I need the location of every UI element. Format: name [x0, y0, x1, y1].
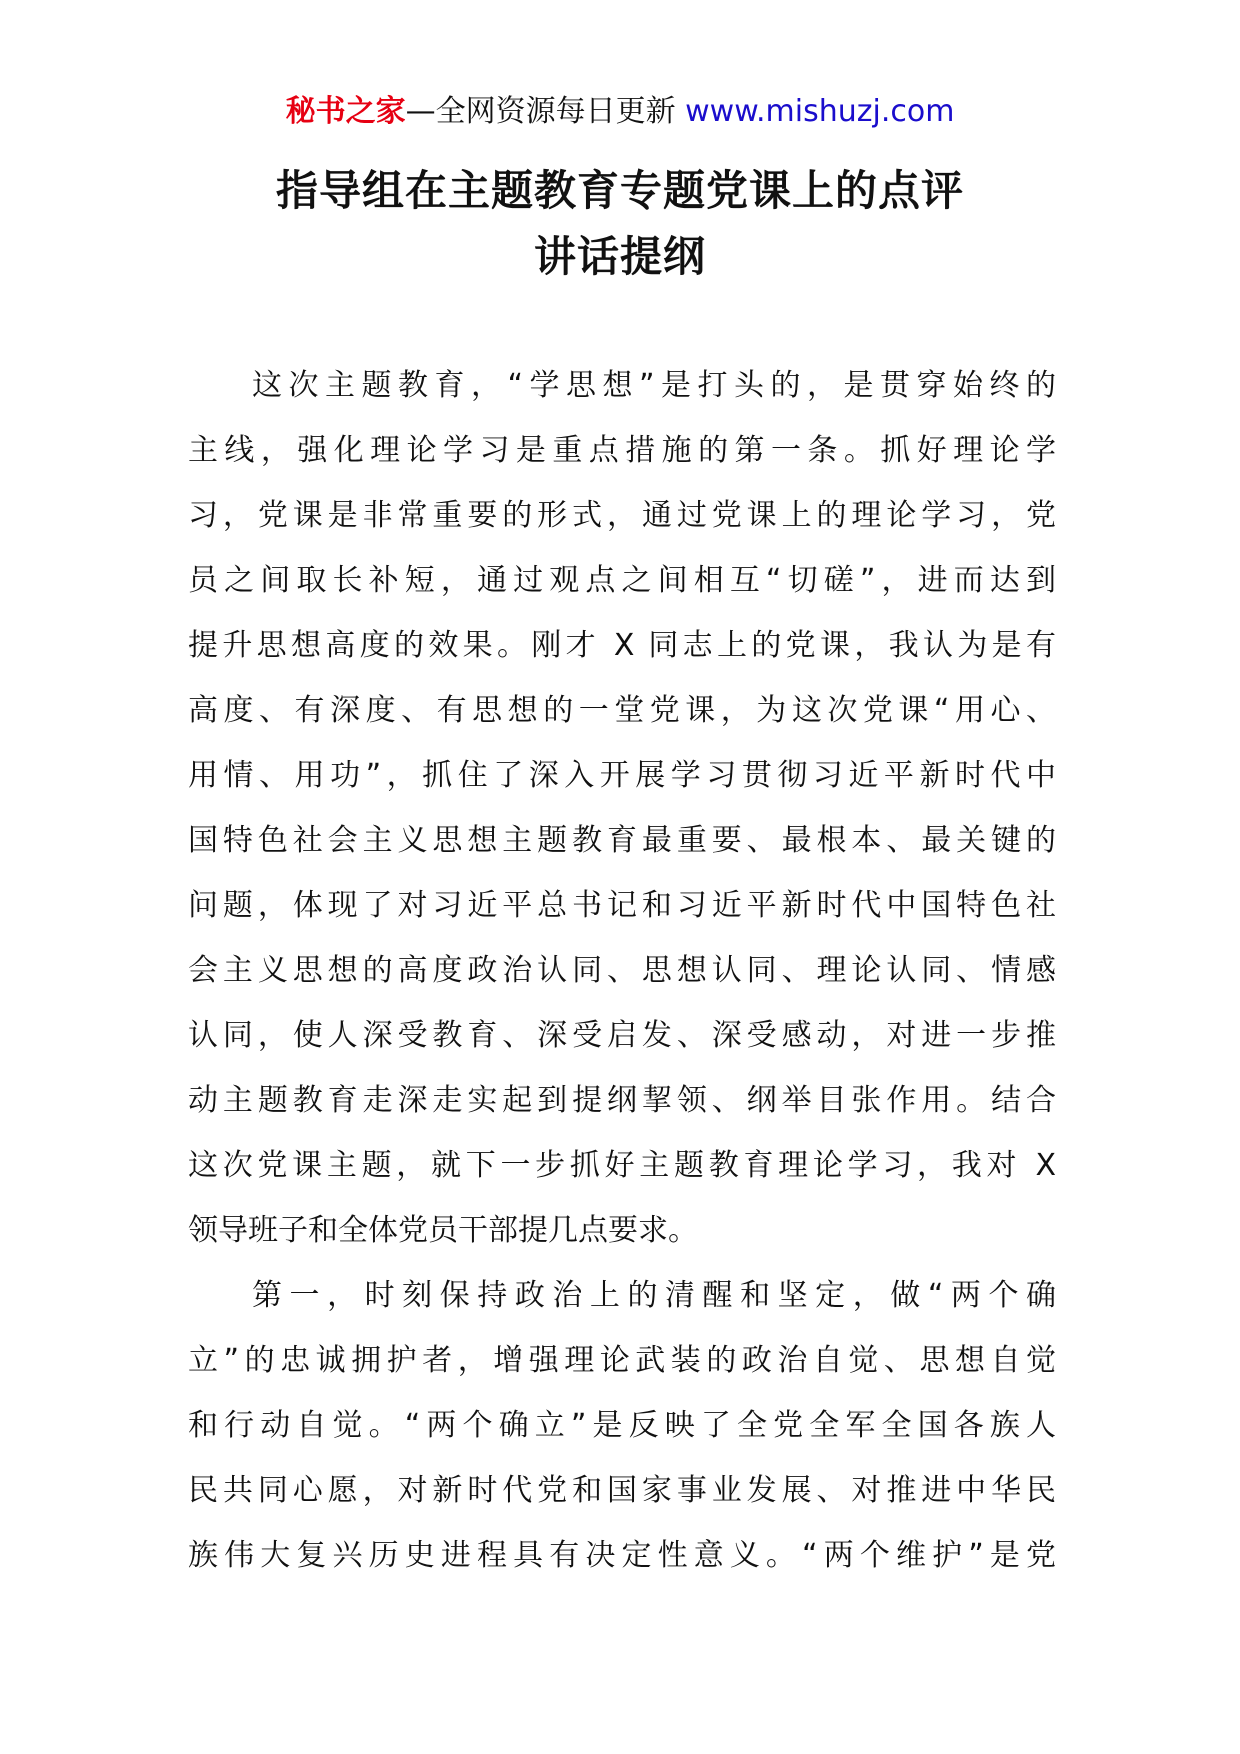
title-line-1: 指导组在主题教育专题党课上的点评: [275, 166, 964, 215]
text-line: 族伟大复兴历史进程具有决定性意义。“两个维护”是党: [188, 1538, 1056, 1573]
title-line-2: 讲话提纲: [533, 232, 706, 281]
document-title: [0, 158, 1240, 290]
paragraph-2: [188, 1263, 1056, 1588]
text-line: 动主题教育走深走实起到提纲挈领、纲举目张作用。结合: [188, 1083, 1056, 1118]
text-line: 民共同心愿，对新时代党和国家事业发展、对推进中华民: [188, 1473, 1056, 1508]
document-body: [188, 353, 1056, 1588]
text-line: 高度、有深度、有思想的一堂党课，为这次党课“用心、: [188, 693, 1056, 728]
site-header: [0, 92, 1240, 132]
text-line: 会主义思想的高度政治认同、思想认同、理论认同、情感: [188, 953, 1056, 988]
text-line: 提升思想高度的效果。刚才 X 同志上的党课，我认为是有: [188, 628, 1056, 663]
paragraph-1: [188, 353, 1056, 1263]
brand-name: 秘书之家: [285, 94, 406, 129]
text-line: 这次党课主题，就下一步抓好主题教育理论学习，我对 X: [188, 1148, 1056, 1183]
text-line: 习，党课是非常重要的形式，通过党课上的理论学习，党: [188, 498, 1056, 533]
text-line: 这次主题教育，“学思想”是打头的，是贯穿始终的: [252, 368, 1056, 403]
text-line: 用情、用功”，抓住了深入开展学习贯彻习近平新时代中: [188, 758, 1056, 793]
text-line: 主线，强化理论学习是重点措施的第一条。抓好理论学: [188, 433, 1056, 468]
text-line: 立”的忠诚拥护者，增强理论武装的政治自觉、思想自觉: [188, 1343, 1056, 1378]
text-line: 问题，体现了对习近平总书记和习近平新时代中国特色社: [188, 888, 1056, 923]
header-tagline: —全网资源每日更新: [405, 94, 686, 129]
text-line: 员之间取长补短，通过观点之间相互“切磋”，进而达到: [188, 563, 1056, 598]
text-line: 和行动自觉。“两个确立”是反映了全党全军全国各族人: [188, 1408, 1056, 1443]
text-line: 国特色社会主义思想主题教育最重要、最根本、最关键的: [188, 823, 1056, 858]
site-url-link[interactable]: www.mishuzj.com: [685, 94, 955, 129]
text-line: 第一，时刻保持政治上的清醒和坚定，做“两个确: [252, 1278, 1056, 1313]
text-line: 领导班子和全体党员干部提几点要求。: [188, 1213, 698, 1248]
text-line: 认同，使人深受教育、深受启发、深受感动，对进一步推: [188, 1018, 1056, 1053]
